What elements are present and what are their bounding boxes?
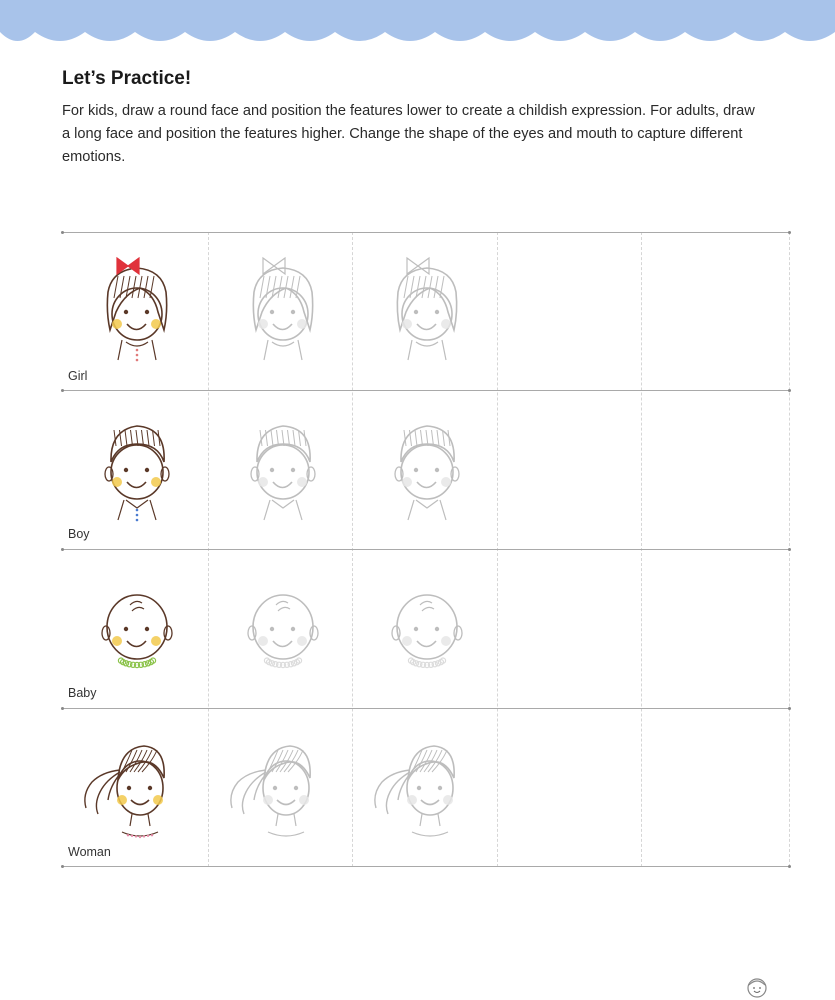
empty-practice-cell[interactable] [641, 549, 786, 707]
trace-drawing-cell[interactable] [208, 232, 353, 390]
woman-face-example-icon [62, 708, 207, 866]
empty-practice-cell[interactable] [641, 232, 786, 390]
trace-drawing-cell[interactable] [208, 549, 353, 707]
woman-face-trace-icon [352, 708, 497, 866]
trace-drawing-cell[interactable] [208, 390, 353, 548]
row-divider [62, 866, 790, 867]
empty-practice-cell[interactable] [641, 708, 786, 866]
smiling-face-logo-icon [744, 976, 770, 1000]
instructions-text: For kids, draw a round face and position the features lower to create a childish expression. For adults, draw a long face and position the features higher. Change the shape of the eyes and mouth to capture different emotions. [62, 103, 755, 165]
boy-face-example-icon [62, 390, 207, 548]
woman-face-trace-icon [208, 708, 353, 866]
empty-practice-cell[interactable] [497, 549, 642, 707]
girl-face-trace-icon [208, 232, 353, 390]
empty-practice-cell[interactable] [641, 390, 786, 548]
trace-drawing-cell[interactable] [352, 390, 497, 548]
example-drawing-cell [62, 390, 207, 548]
boy-face-trace-icon [208, 390, 353, 548]
practice-row-boy [62, 390, 790, 548]
row-label-baby: Baby [68, 686, 97, 700]
trace-drawing-cell[interactable] [352, 708, 497, 866]
row-label-boy: Boy [68, 527, 90, 541]
girl-face-trace-icon [352, 232, 497, 390]
girl-face-example-icon [62, 232, 207, 390]
wavy-top-band-icon [0, 0, 835, 52]
row-label-woman: Woman [68, 845, 111, 859]
trace-drawing-cell[interactable] [352, 549, 497, 707]
example-drawing-cell [62, 232, 207, 390]
boy-face-trace-icon [352, 390, 497, 548]
baby-face-example-icon [62, 549, 207, 707]
empty-practice-cell[interactable] [497, 708, 642, 866]
example-drawing-cell [62, 708, 207, 866]
trace-drawing-cell[interactable] [208, 708, 353, 866]
baby-face-trace-icon [352, 549, 497, 707]
page-title: Let’s Practice! [62, 68, 192, 89]
practice-row-girl [62, 232, 790, 390]
empty-practice-cell[interactable] [497, 232, 642, 390]
empty-practice-cell[interactable] [497, 390, 642, 548]
baby-face-trace-icon [208, 549, 353, 707]
row-label-girl: Girl [68, 369, 88, 383]
practice-row-woman [62, 708, 790, 866]
practice-grid [62, 232, 790, 867]
trace-drawing-cell[interactable] [352, 232, 497, 390]
practice-row-baby [62, 549, 790, 707]
example-drawing-cell [62, 549, 207, 707]
